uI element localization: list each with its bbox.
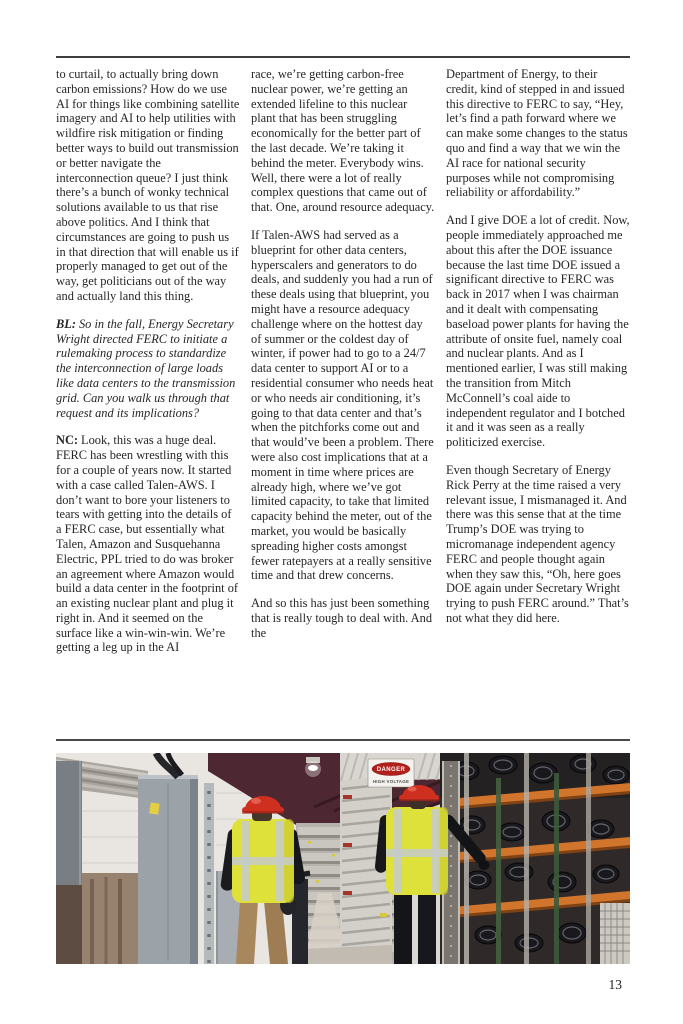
gray-cabinet	[138, 753, 198, 964]
paragraph-text: And so this has just been something that is really tough to deal with. And the	[251, 596, 433, 640]
paragraph	[251, 67, 435, 215]
paragraph	[251, 228, 435, 583]
text-column-3	[446, 67, 630, 655]
danger-sign-word: DANGER	[376, 767, 406, 774]
paragraph	[446, 67, 630, 200]
facility-photo-illustration	[56, 753, 630, 964]
paragraph	[251, 596, 435, 640]
page-number: 13	[608, 977, 622, 992]
paragraph-text: Even though Secretary of Energy Rick Perry at the time raised a very relevant issue, I mismanaged it. And there was this sense that at the time Trump’s DOE was trying to micromanage independent agency FERC and people thought again when they saw this, “Oh, here goes DOE again under Secretary Wright trying to push FERC around.” That’s not what they did here.	[446, 462, 629, 625]
steel-strut	[464, 753, 469, 964]
pants	[394, 893, 412, 964]
danger-high-voltage-sign	[368, 759, 414, 787]
facility-photo	[56, 753, 630, 964]
paragraph-text: So in the fall, Energy Secretary Wright directed FERC to initiate a rulemaking process to standardize the interconnection of large loads like data centers to the transmission grid. Can you walk us through that request and its implications?	[56, 316, 236, 420]
paragraph-text: to curtail, to actually bring down carbon emissions? How do we use AI for things like combining satellite imagery and AI to help utilities with wildfire risk mitigation or finding better ways to build out transmission or better navigate the interconnection queue? I just think there’s a bunch of wonky technical solutions available to us that rise above politics. And I think that circumstances are going to push us in that direction that will enable us if properly managed to get out of the way, get politicians out of the way and actually land this thing.	[56, 67, 240, 303]
text-column-1	[56, 67, 240, 655]
article-body	[56, 67, 630, 655]
top-rule	[56, 56, 630, 58]
cart	[292, 879, 308, 964]
paragraph-text: race, we’re getting carbon-free nuclear power, we’re getting an extended lifeline to this nuclear plant that has been struggling economically for the better part of the last decade. We’re taking it behind the meter. Everybody wins. Well, there were a lot of really complex questions that came out of that. One, around resource adequacy.	[251, 67, 435, 215]
text-column-2	[251, 67, 435, 655]
interviewer-question	[56, 317, 240, 421]
paragraph	[446, 213, 630, 450]
cable-racks	[440, 753, 630, 964]
speaker-label: BL:	[56, 316, 76, 331]
paragraph	[446, 463, 630, 626]
paragraph	[56, 67, 240, 304]
paragraph-text: If Talen-AWS had served as a blueprint for other data centers, hyperscalers and generators to do deals, and suddenly you had a run of these deals using that blueprint, you might have a resource adequacy challenge where on the hottest day of summer or the coldest day of winter, if power had to go to a 24/7 data center to support AI or to a residential consumer who needs heat or who needs air conditioning, it’s going to that data center and that’s when the pitchforks come out and that would’ve been a problem. There were also cost implications that at a moment in time where prices are already high, where we’ve got limited capacity, to take that limited capacity behind the meter, out of the market, you would be basically spreading higher costs amongst fewer ratepayers at a really sensitive time and that drew concerns.	[251, 227, 434, 583]
mesh-panel	[600, 903, 630, 964]
photo-divider-rule	[56, 739, 630, 741]
interviewee-answer	[56, 433, 240, 655]
glove	[479, 860, 490, 870]
paragraph-text: And I give DOE a lot of credit. Now, people immediately approached me about this after the DOE issuance because the last time DOE issued a significant directive to FERC was back in 2017 when I was chairman and it dealt with compensating baseload power plants for having the attribute of onsite fuel, namely coal and nuclear plants. And as I mentioned earlier, I was still making the transition from Mitch McConnell’s coal aide to independent regulator and I botched it and it was seen as a really politicized exercise.	[446, 213, 630, 450]
warning-tag	[149, 802, 159, 814]
high-voltage-label: HIGH VOLTAGE	[372, 779, 410, 784]
paragraph-text: Department of Energy, to their credit, kind of stepped in and issued this directive to FERC to say, “Hey, let’s find a path forward where we can make some changes to the status quo and find a way that we win the AI race for national security purposes while not compromising reliability or affordability.”	[446, 67, 628, 200]
green-post	[496, 778, 501, 964]
paragraph-text: Look, this was a huge deal. FERC has been wrestling with this for a couple of years now. It started with a case called Talen-AWS. I don’t want to bore your listeners to tears with getting into the details of a FERC case, but essentially what Talen, Amazon and Susquehanna Electric, PPL tried to do was broker an agreement where Amazon would build a data center in the footprint of an existing nuclear plant and plug it right in. And it seemed on the surface like a win-win-win. We’re getting a leg up in the AI	[56, 433, 239, 655]
speaker-label: NC:	[56, 433, 79, 448]
